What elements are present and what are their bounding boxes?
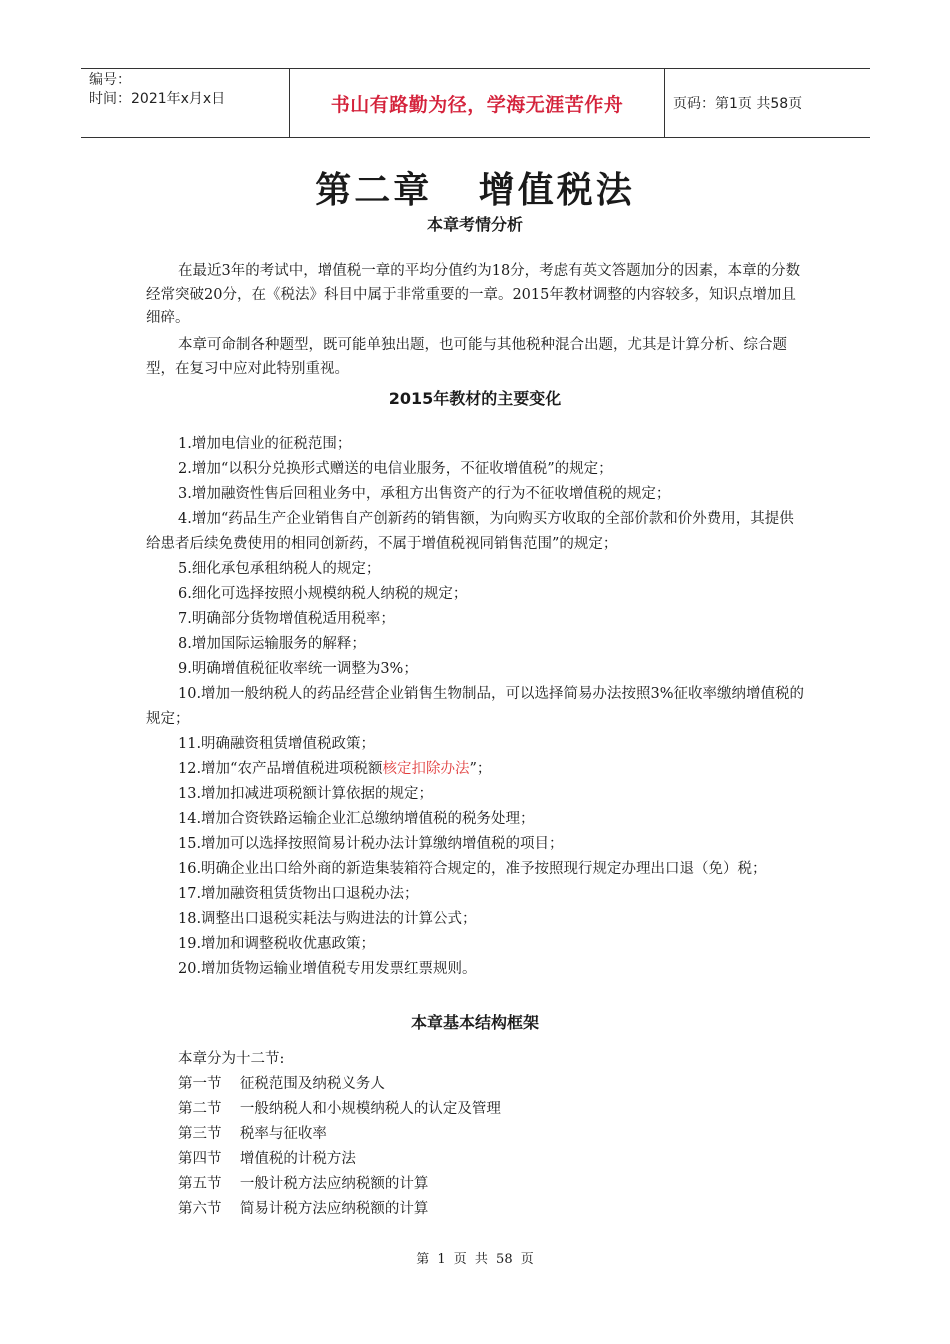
section-item: 第三节 税率与征收率: [178, 1126, 327, 1142]
list-item: 7.明确部分货物增值税适用税率；: [178, 611, 395, 627]
list-item: 14.增加合资铁路运输企业汇总缴纳增值税的税务处理；: [178, 811, 535, 827]
chapter-title: 第二章 增值税法: [315, 169, 635, 211]
list-item: 9.明确增值税征收率统一调整为3%；: [178, 661, 418, 677]
changes-list: [146, 432, 806, 982]
page-label: 页码：第1页 共58页: [673, 96, 803, 112]
structure-heading: 本章基本结构框架: [410, 1013, 539, 1032]
list-item: 18.调整出口退税实耗法与购进法的计算公式；: [178, 911, 477, 927]
list-item: 17.增加融资租赁货物出口退税办法；: [178, 886, 419, 902]
list-item: 1.增加电信业的征税范围；: [178, 436, 352, 452]
list-item: 10.增加一般纳税人的药品经营企业销售生物制品，可以选择简易办法按照3%征收率缴纳增值税的规定；: [146, 686, 805, 727]
section-item: 第四节 增值税的计税方法: [178, 1151, 356, 1167]
section-item: 第二节 一般纳税人和小规模纳税人的认定及管理: [178, 1101, 501, 1117]
section-item: 第一节 征税范围及纳税义务人: [178, 1076, 385, 1092]
sections-intro: 本章分为十二节:: [178, 1051, 285, 1067]
list-item-tail: ”；: [469, 761, 492, 777]
sections-list: [178, 1047, 738, 1222]
analysis-paragraph: 在最近3年的考试中，增值税一章的平均分值约为18分，考虑有英文答题加分的因素，本章的分数经常突破20分，在《税法》科目中属于非常重要的一章。2015年教材调整的内容较多，知识点增加且细碎。: [146, 263, 801, 326]
changes-heading: 2015年教材的主要变化: [388, 389, 562, 408]
highlighted-text: 核定扣除办法: [382, 761, 470, 777]
list-item: 8.增加国际运输服务的解释；: [178, 636, 366, 652]
list-item: 11.明确融资租赁增值税政策；: [178, 736, 376, 752]
header-meta: [81, 69, 289, 137]
list-item: 16.明确企业出口给外商的新造集装箱符合规定的，准予按照现行规定办理出口退（免）税；: [178, 861, 767, 877]
list-item: 4.增加“药品生产企业销售自产创新药的销售额，为向购买方收取的全部价款和价外费用，其提供给患者后续免费使用的相同创新药，不属于增值税视同销售范围”的规定；: [146, 511, 794, 552]
analysis-paragraph: 本章可命制各种题型，既可能单独出题，也可能与其他税种混合出题，尤其是计算分析、综合题型，在复习中应对此特别重视。: [146, 337, 787, 377]
list-item: 3.增加融资性售后回租业务中，承租方出售资产的行为不征收增值税的规定；: [178, 486, 671, 502]
section-item: 第五节 一般计税方法应纳税额的计算: [178, 1176, 429, 1192]
header-table: [81, 68, 870, 138]
list-item: 5.细化承包承租纳税人的规定；: [178, 561, 381, 577]
list-item: 19.增加和调整税收优惠政策；: [178, 936, 376, 952]
analysis-heading: 本章考情分析: [426, 215, 523, 234]
section-item: 第六节 简易计税方法应纳税额的计算: [178, 1201, 429, 1217]
date-label: 时间：2021年x月x日: [89, 91, 226, 107]
list-item: 15.增加可以选择按照简易计税办法计算缴纳增值税的项目；: [178, 836, 564, 852]
list-item: [146, 757, 806, 782]
number-label: 编号：: [89, 72, 131, 88]
page-footer: 第 1 页 共 58 页: [416, 1252, 534, 1267]
list-item-text: 12.增加“农产品增值税进项税额: [178, 761, 383, 777]
motto: 书山有路勤为径，学海无涯苦作舟: [289, 69, 665, 137]
list-item: 2.增加“以积分兑换形式赠送的电信业服务，不征收增值税”的规定；: [178, 461, 613, 477]
list-item: 13.增加扣减进项税额计算依据的规定；: [178, 786, 434, 802]
list-item: 20.增加货物运输业增值税专用发票红票规则。: [178, 961, 477, 977]
list-item: 6.细化可选择按照小规模纳税人纳税的规定；: [178, 586, 468, 602]
